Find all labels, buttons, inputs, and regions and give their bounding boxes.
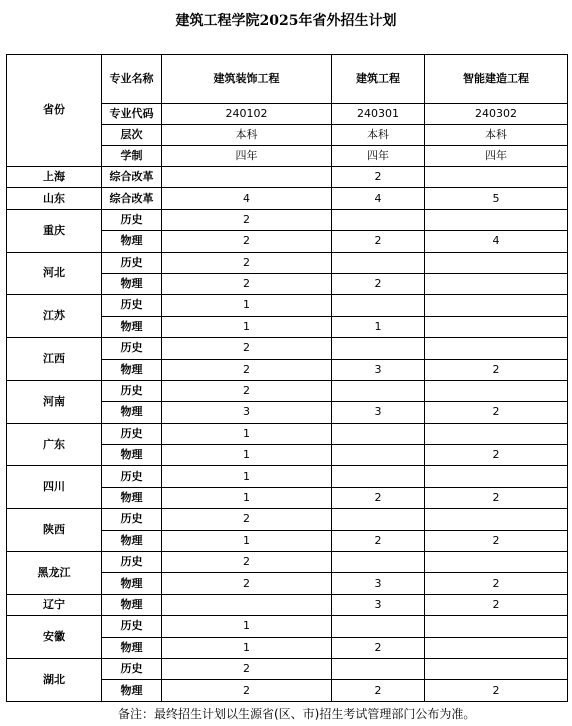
quota-cell (425, 209, 568, 230)
major-name-3: 智能建造工程 (425, 55, 568, 104)
quota-cell (332, 252, 425, 273)
category-cell: 物理 (102, 487, 162, 508)
enrollment-plan-table (6, 54, 568, 702)
province-cell: 江西 (7, 338, 102, 381)
category-cell: 历史 (102, 380, 162, 401)
page-title: 建筑工程学院2025年省外招生计划 (175, 13, 397, 29)
category-cell: 历史 (102, 338, 162, 359)
quota-cell (425, 658, 568, 679)
category-cell: 历史 (102, 209, 162, 230)
quota-cell: 2 (162, 231, 332, 252)
table-row (7, 658, 568, 679)
table-row (7, 380, 568, 401)
province-cell: 黑龙江 (7, 552, 102, 595)
quota-cell: 2 (425, 573, 568, 594)
category-cell: 综合改革 (102, 167, 162, 188)
category-cell: 物理 (102, 402, 162, 423)
category-cell: 物理 (102, 273, 162, 294)
quota-cell: 1 (162, 487, 332, 508)
quota-cell: 2 (162, 573, 332, 594)
quota-cell: 1 (162, 445, 332, 466)
category-cell: 物理 (102, 594, 162, 615)
quota-cell: 3 (332, 573, 425, 594)
category-cell: 综合改革 (102, 188, 162, 209)
table-row (7, 188, 568, 209)
major-name-1: 建筑装饰工程 (162, 55, 332, 104)
duration-label: 学制 (102, 146, 162, 167)
table-row (7, 509, 568, 530)
quota-cell (425, 552, 568, 573)
category-cell: 物理 (102, 637, 162, 658)
table-row (7, 295, 568, 316)
quota-cell (425, 167, 568, 188)
quota-cell: 2 (332, 273, 425, 294)
quota-cell (425, 252, 568, 273)
quota-cell: 2 (332, 487, 425, 508)
major-name-2: 建筑工程 (332, 55, 425, 104)
category-cell: 历史 (102, 552, 162, 573)
category-cell: 物理 (102, 231, 162, 252)
category-cell: 物理 (102, 316, 162, 337)
table-row (7, 338, 568, 359)
level-3: 本科 (425, 125, 568, 146)
province-cell: 江苏 (7, 295, 102, 338)
footnote: 备注：最终招生计划以生源省(区、市)招生考试管理部门公布为准。 (118, 707, 476, 721)
quota-cell: 2 (425, 359, 568, 380)
quota-cell: 2 (425, 594, 568, 615)
quota-cell (332, 295, 425, 316)
quota-cell: 2 (162, 658, 332, 679)
quota-cell (425, 637, 568, 658)
quota-cell: 2 (162, 680, 332, 701)
category-cell: 历史 (102, 466, 162, 487)
table-row (7, 616, 568, 637)
category-cell: 物理 (102, 445, 162, 466)
quota-cell (162, 167, 332, 188)
quota-cell (162, 594, 332, 615)
quota-cell (425, 466, 568, 487)
province-cell: 山东 (7, 188, 102, 209)
quota-cell: 1 (162, 616, 332, 637)
category-cell: 历史 (102, 295, 162, 316)
table-row (7, 466, 568, 487)
quota-cell (332, 423, 425, 444)
level-2: 本科 (332, 125, 425, 146)
quota-cell: 3 (332, 359, 425, 380)
quota-cell: 2 (425, 445, 568, 466)
quota-cell: 1 (162, 423, 332, 444)
duration-1: 四年 (162, 146, 332, 167)
province-cell: 安徽 (7, 616, 102, 659)
duration-3: 四年 (425, 146, 568, 167)
quota-cell: 1 (162, 316, 332, 337)
quota-cell: 1 (162, 530, 332, 551)
quota-cell (332, 616, 425, 637)
level-label: 层次 (102, 125, 162, 146)
quota-cell (425, 338, 568, 359)
table-row (7, 552, 568, 573)
quota-cell: 2 (332, 530, 425, 551)
quota-cell (425, 423, 568, 444)
quota-cell (425, 616, 568, 637)
quota-cell: 2 (425, 680, 568, 701)
table-row (7, 423, 568, 444)
category-cell: 物理 (102, 680, 162, 701)
major-code-2: 240301 (332, 104, 425, 125)
quota-cell: 2 (425, 487, 568, 508)
quota-cell: 2 (162, 359, 332, 380)
table-row (7, 252, 568, 273)
quota-cell: 2 (162, 209, 332, 230)
level-1: 本科 (162, 125, 332, 146)
quota-cell (332, 445, 425, 466)
quota-cell: 2 (162, 252, 332, 273)
province-cell: 河北 (7, 252, 102, 295)
province-cell: 重庆 (7, 209, 102, 252)
quota-cell (332, 552, 425, 573)
quota-cell: 3 (332, 594, 425, 615)
major-code-label: 专业代码 (102, 104, 162, 125)
quota-cell: 2 (162, 273, 332, 294)
quota-cell (425, 316, 568, 337)
quota-cell: 1 (332, 316, 425, 337)
category-cell: 历史 (102, 658, 162, 679)
quota-cell: 1 (162, 637, 332, 658)
quota-cell (332, 466, 425, 487)
quota-cell: 2 (332, 231, 425, 252)
quota-cell: 4 (162, 188, 332, 209)
province-cell: 四川 (7, 466, 102, 509)
category-cell: 历史 (102, 509, 162, 530)
category-cell: 历史 (102, 252, 162, 273)
quota-cell (425, 509, 568, 530)
table-row (7, 594, 568, 615)
quota-cell: 4 (425, 231, 568, 252)
quota-cell: 5 (425, 188, 568, 209)
quota-cell: 2 (332, 680, 425, 701)
quota-cell: 2 (425, 530, 568, 551)
major-name-label: 专业名称 (102, 55, 162, 104)
category-cell: 物理 (102, 530, 162, 551)
quota-cell: 2 (332, 167, 425, 188)
quota-cell (425, 380, 568, 401)
quota-cell: 4 (332, 188, 425, 209)
quota-cell: 3 (162, 402, 332, 423)
quota-cell: 3 (332, 402, 425, 423)
category-cell: 物理 (102, 359, 162, 380)
quota-cell (332, 209, 425, 230)
quota-cell (332, 658, 425, 679)
quota-cell: 2 (332, 637, 425, 658)
table-row (7, 167, 568, 188)
province-cell: 广东 (7, 423, 102, 466)
quota-cell (332, 338, 425, 359)
category-cell: 物理 (102, 573, 162, 594)
quota-cell: 2 (162, 380, 332, 401)
quota-cell: 2 (425, 402, 568, 423)
major-code-3: 240302 (425, 104, 568, 125)
category-cell: 历史 (102, 423, 162, 444)
province-cell: 辽宁 (7, 594, 102, 615)
quota-cell: 1 (162, 466, 332, 487)
quota-cell: 2 (162, 552, 332, 573)
quota-cell (425, 273, 568, 294)
category-cell: 历史 (102, 616, 162, 637)
quota-cell (425, 295, 568, 316)
province-header: 省份 (7, 55, 102, 167)
major-code-1: 240102 (162, 104, 332, 125)
quota-cell: 2 (162, 338, 332, 359)
province-cell: 河南 (7, 380, 102, 423)
province-cell: 湖北 (7, 658, 102, 701)
quota-cell (332, 509, 425, 530)
province-cell: 上海 (7, 167, 102, 188)
quota-cell (332, 380, 425, 401)
quota-cell: 2 (162, 509, 332, 530)
province-cell: 陕西 (7, 509, 102, 552)
duration-2: 四年 (332, 146, 425, 167)
table-row (7, 209, 568, 230)
quota-cell: 1 (162, 295, 332, 316)
